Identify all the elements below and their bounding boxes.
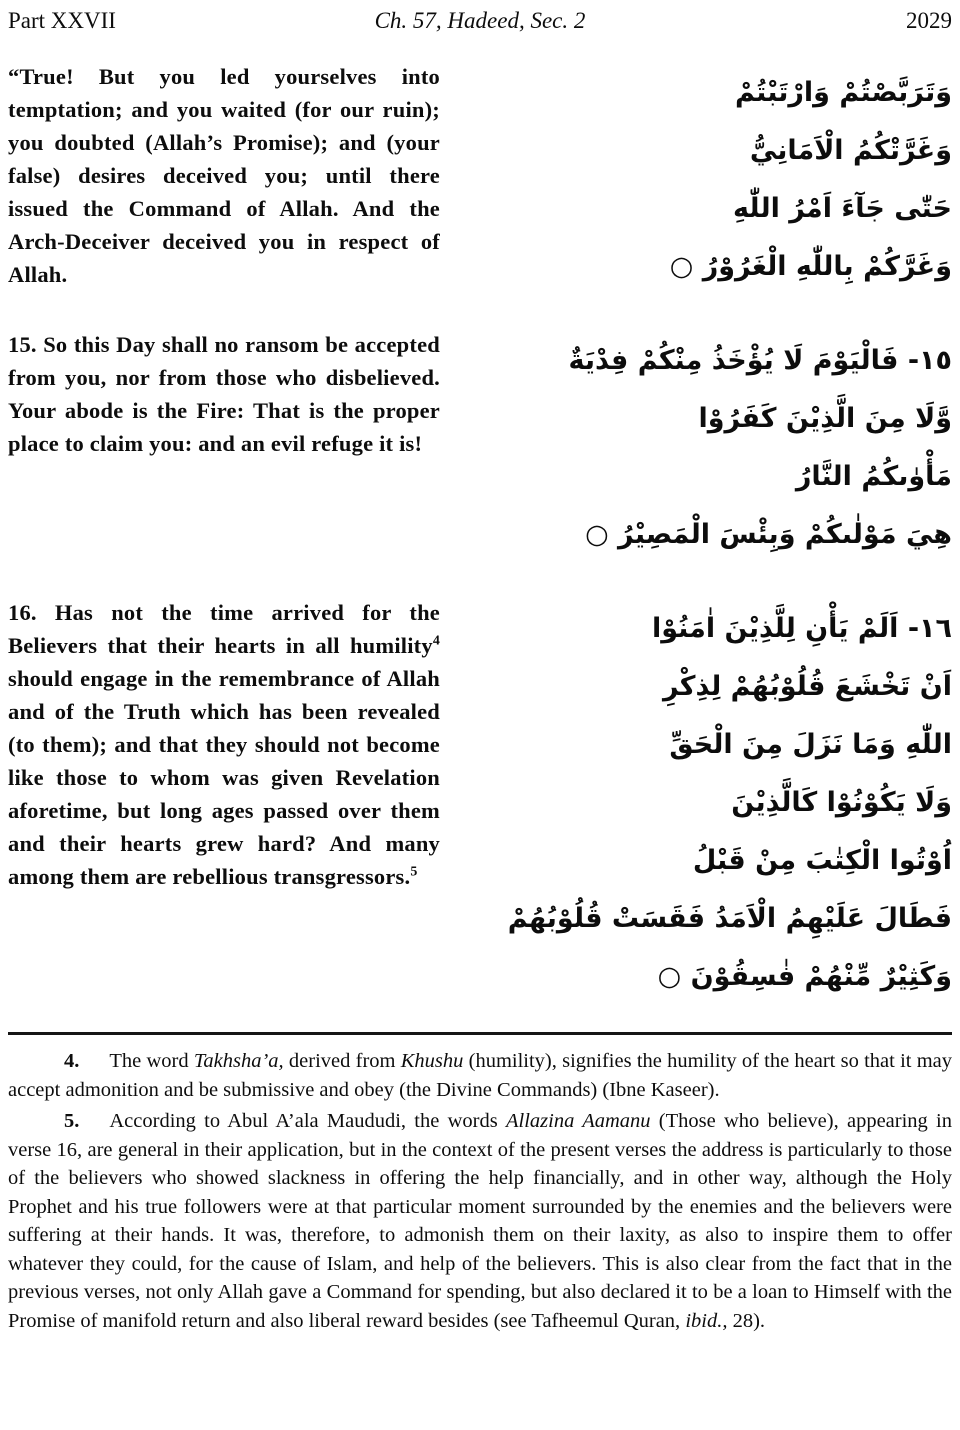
arabic-line: اَنْ تَخْشَعَ قُلُوْبُهُمْ لِذِكْرِ (662, 671, 952, 702)
arabic-line: ١٥- فَالْيَوْمَ لَا يُؤْخَذُ مِنْكُمْ فِدْيَةٌ (568, 345, 952, 376)
verse-block-15 (8, 328, 952, 564)
verse-14-english-text: “True! But you led yourselves into temptation; and you waited (for our ruin); you doubted (Allah’s Promise); and (your false) desires deceived you; until there issued the Command of Allah. And the Arch-Deceiver deceived you in respect of Allah. (8, 64, 440, 287)
footnote-number: 4. (64, 1050, 80, 1072)
arabic-line: وَكَثِيْرٌ مِّنْهُمْ فٰسِقُوْنَ ○ (657, 961, 952, 992)
verse-15-arabic (440, 328, 952, 564)
footnote-text: 28). (727, 1309, 766, 1332)
arabic-line: مَأْوٰىكُمُ النَّارُ (795, 461, 952, 492)
verse-14-english (8, 60, 440, 296)
footnote-text: (humility), signifies the humility of the heart so that it may accept admonition and be submissive and obey (the Divine Commands) (Ibne Kaseer). (8, 1050, 952, 1101)
arabic-line: هِيَ مَوْلٰىكُمْ وَبِئْسَ الْمَصِيْرُ ○ (585, 519, 952, 550)
arabic-line: وَتَرَبَّصْتُمْ وَارْتَبْتُمْ (735, 77, 952, 108)
verse-16-arabic (440, 596, 952, 1006)
footnotes-section (8, 1047, 952, 1335)
verse-15-english-text: 15. So this Day shall no ransom be accepted from you, nor from those who disbelieved. Your abode is the Fire: That is the proper place to claim you: and an evil refuge it is! (8, 332, 440, 456)
arabic-line: اُوْتُوا الْكِتٰبَ مِنْ قَبْلُ (692, 845, 952, 876)
footnote-italic-term: Khushu (400, 1050, 464, 1072)
footnote-text: derived from (283, 1050, 401, 1072)
arabic-line: وَغَرَّكُمْ بِاللّٰهِ الْغَرُوْرُ ○ (669, 251, 952, 282)
arabic-line: وَلَا يَكُوْنُوْا كَالَّذِيْنَ (731, 787, 952, 818)
arabic-line: ١٦- اَلَمْ يَأْنِ لِلَّذِيْنَ اٰمَنُوْا (651, 613, 952, 644)
footnote-ref-5: 5 (410, 864, 418, 880)
footnote-italic-term: Allazina Aamanu (505, 1110, 651, 1132)
arabic-line: حَتّٰى جَآءَ اَمْرُ اللّٰهِ (733, 193, 952, 224)
verse-15-english (8, 328, 440, 564)
footnote-divider (8, 1032, 952, 1035)
footnote-italic-term: ibid., (685, 1309, 728, 1332)
verse-block-14-continuation (8, 60, 952, 296)
chapter-title: Ch. 57, Hadeed, Sec. 2 (374, 8, 586, 33)
footnote-ref-4: 4 (432, 633, 440, 649)
verse-16-english-text: should engage in the remembrance of Allah and of the Truth which has been revealed (to them); and that they should not become like those to whom was given Revelation aforetime, but long ages passed over them and their hearts grew hard? And many among them are rebellious transgressors. (8, 666, 440, 889)
verse-block-16 (8, 596, 952, 1006)
footnote-5 (8, 1107, 952, 1335)
verse-16-english-text: 16. Has not the time arrived for the Believers that their hearts in all humility (8, 600, 440, 658)
arabic-line: فَطَالَ عَلَيْهِمُ الْاَمَدُ فَقَسَتْ قُلُوْبُهُمْ (507, 903, 952, 934)
verse-16-english (8, 596, 440, 1006)
page-number: 2029 (906, 8, 952, 33)
verse-14-arabic (440, 60, 952, 296)
verses-section (8, 60, 952, 1006)
arabic-line: وَّلَا مِنَ الَّذِيْنَ كَفَرُوْا (698, 403, 952, 434)
arabic-line: وَغَرَّتْكُمُ الْاَمَانِيُّ (749, 135, 952, 166)
arabic-line: اللّٰهِ وَمَا نَزَلَ مِنَ الْحَقِّ (669, 729, 952, 760)
footnote-text: (Those who believe), appearing in verse 16, are general in their application, but in the context of the present verses the address is particularly to those of the believers who showed slackness in offering the help financially, and in other way, although the Holy Prophet and his true followers were at that particular moment surrounded by the enemies and the believers were suffering at their hands. It was, therefore, to admonish them on their laxity, as also to inspire them to offer whatever they could, for the cause of Islam, and help of the believers. This is also clear from the fact that in the previous verses, not only Allah gave a Command for spending, but also declared it to be a loan to Himself with the Promise of manifold return and also liberal reward besides (see Tafheemul Quran, (8, 1110, 952, 1332)
footnote-number: 5. (64, 1110, 80, 1132)
part-label: Part XXVII (8, 8, 116, 33)
footnote-italic-term: Takhsha’a, (193, 1050, 284, 1072)
footnote-text: The word (109, 1050, 194, 1072)
footnote-text: According to Abul A’ala Maududi, the words (109, 1110, 506, 1132)
page-header (8, 6, 952, 36)
footnote-4 (8, 1047, 952, 1104)
